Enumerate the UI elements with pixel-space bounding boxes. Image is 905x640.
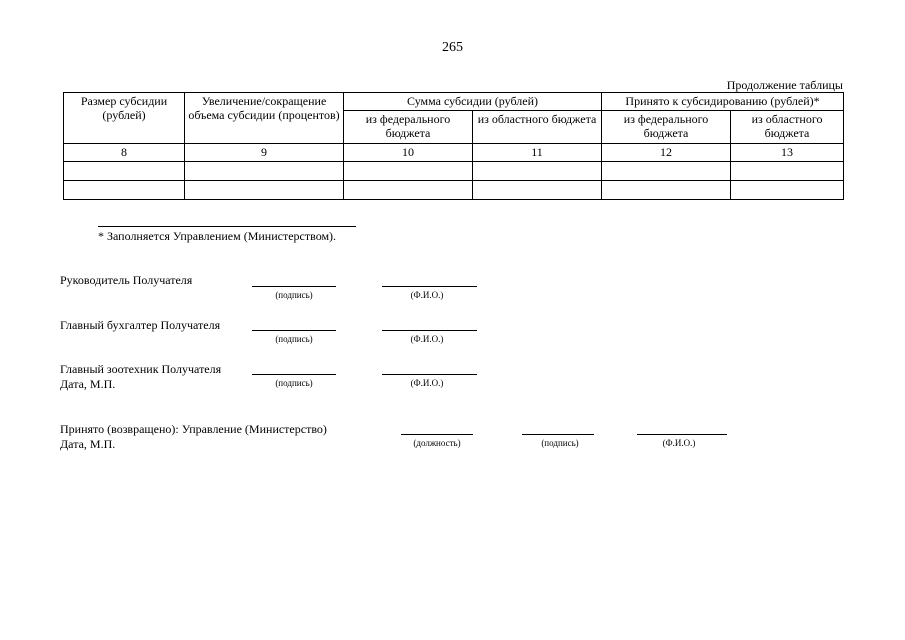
signature-caption: (подпись) [275, 378, 313, 388]
table-cell[interactable] [473, 181, 602, 200]
head-fio-line[interactable] [382, 286, 477, 287]
table-cell[interactable] [64, 162, 185, 181]
signature-caption: (подпись) [541, 438, 579, 448]
column-number: 12 [602, 144, 731, 162]
fio-caption: (Ф.И.О.) [662, 438, 696, 448]
table-continuation-label: Продолжение таблицы [726, 78, 843, 92]
table-cell[interactable] [185, 162, 344, 181]
accountant-label: Главный бухгалтер Получателя [60, 318, 221, 332]
table-row [64, 162, 844, 181]
footnote-divider [98, 226, 356, 227]
header-subsidy-size: Размер субсидии (рублей) [64, 93, 185, 144]
column-number: 9 [185, 144, 344, 162]
position-caption: (должность) [413, 438, 461, 448]
table-cell[interactable] [64, 181, 185, 200]
column-number: 11 [473, 144, 602, 162]
table-row [64, 181, 844, 200]
header-subsidy-sum: Сумма субсидии (рублей) [344, 93, 602, 111]
header-accepted-federal: из федерального бюджета [602, 111, 731, 144]
head-label: Руководитель Получателя [60, 273, 193, 287]
zootech-fio-line[interactable] [382, 374, 477, 375]
accepted-fio-line[interactable] [637, 434, 727, 435]
header-subsidy-change: Увеличение/сокращение объема субсидии (процентов) [185, 93, 344, 144]
fio-caption: (Ф.И.О.) [410, 290, 444, 300]
column-number: 10 [344, 144, 473, 162]
accepted-date-label: Дата, М.П. [60, 437, 116, 451]
table-cell[interactable] [602, 162, 731, 181]
header-accepted-regional: из областного бюджета [731, 111, 844, 144]
head-signature-line[interactable] [252, 286, 336, 287]
zootech-signature-line[interactable] [252, 374, 336, 375]
accepted-position-line[interactable] [401, 434, 473, 435]
column-number: 8 [64, 144, 185, 162]
accountant-signature-line[interactable] [252, 330, 336, 331]
footnote: * Заполняется Управлением (Министерством). [98, 229, 337, 243]
table-cell[interactable] [344, 181, 473, 200]
table-cell[interactable] [731, 181, 844, 200]
zootech-label: Главный зоотехник Получателя [60, 362, 222, 376]
signature-caption: (подпись) [275, 334, 313, 344]
header-accepted-subsidy: Принято к субсидированию (рублей)* [602, 93, 844, 111]
fio-caption: (Ф.И.О.) [410, 334, 444, 344]
subsidy-table [63, 92, 844, 200]
table-cell[interactable] [344, 162, 473, 181]
accepted-signature-line[interactable] [522, 434, 594, 435]
zootech-date-label: Дата, М.П. [60, 377, 116, 391]
header-sum-federal: из федерального бюджета [344, 111, 473, 144]
signature-caption: (подпись) [275, 290, 313, 300]
fio-caption: (Ф.И.О.) [410, 378, 444, 388]
table-cell[interactable] [185, 181, 344, 200]
table-cell[interactable] [731, 162, 844, 181]
column-numbers-row [64, 144, 844, 162]
table-cell[interactable] [602, 181, 731, 200]
table-cell[interactable] [473, 162, 602, 181]
accountant-fio-line[interactable] [382, 330, 477, 331]
accepted-label: Принято (возвращено): Управление (Министерство) [60, 422, 327, 436]
page-number: 265 [442, 40, 463, 55]
header-sum-regional: из областного бюджета [473, 111, 602, 144]
column-number: 13 [731, 144, 844, 162]
